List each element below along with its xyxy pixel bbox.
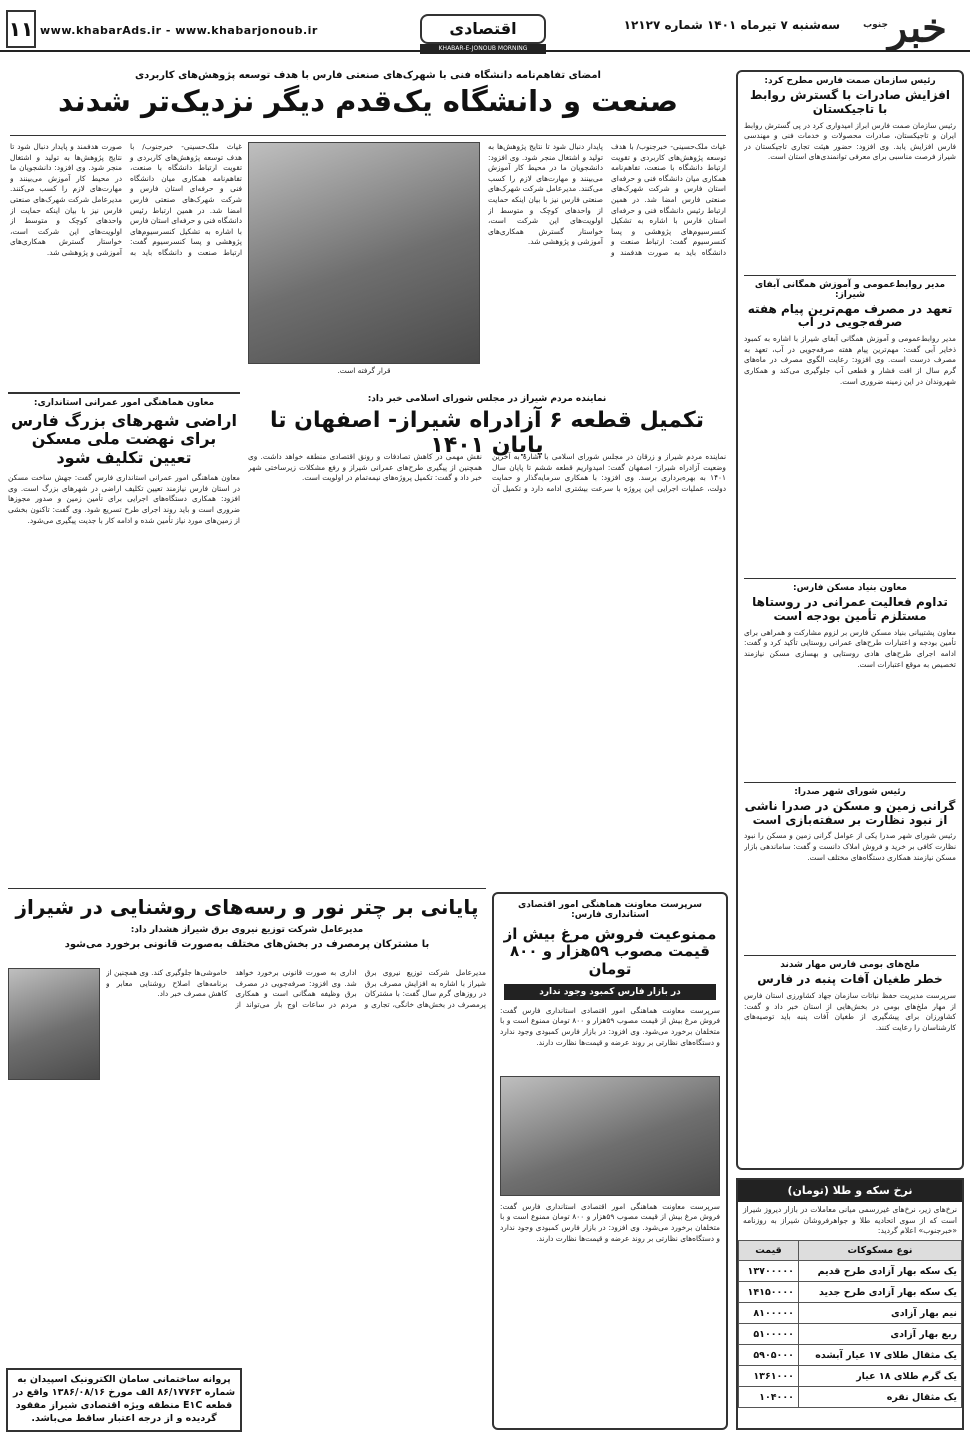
chicken-body: سرپرست معاونت هماهنگی امور اقتصادی استانداری فارس گفت: فروش مرغ بیش از قیمت مصوب ۵۹هزار و ۸۰۰ تومان ممنوع است و با متخلفان برخورد می‌شود. وی افزود: در بازار فارس کمبودی وجود ندارد و دستگاه‌های نظارتی بر روند عرضه و قیمت‌ها نظارت دارند.	[500, 1201, 720, 1243]
site-urls[interactable]: www.khabarAds.ir - www.khabarjonoub.ir	[40, 24, 318, 37]
col-item: نوع مسکوکات	[798, 1241, 961, 1261]
brief-body: سرپرست مدیریت حفظ نباتات سازمان جهاد کشاورزی استان فارس از مهار ملخ‌های بومی در بخش‌هایی از استان خبر داد و گفت: کشاورزان برای پیشگیری از طغیان آفات پنبه باید توصیه‌های کارشناسان را رعایت کنند.	[744, 991, 956, 1032]
chicken-subhead: در بازار فارس کمبود وجود ندارد	[504, 984, 716, 1000]
housing-story	[8, 392, 240, 882]
official-portrait	[8, 968, 100, 1080]
price-table	[738, 1240, 962, 1408]
electricity-story	[8, 896, 486, 950]
table-row	[739, 1303, 962, 1324]
table-row	[739, 1366, 962, 1387]
freeway-body: نماینده مردم شیراز و زرقان در مجلس شورای اسلامی با اشاره به آخرین وضعیت آزادراه شیراز- اصفهان گفت: امیدواریم قطعه ششم تا پایان سال ۱۴۰۱ به بهره‌برداری برسد. وی افزود: با همکاری سرمایه‌گذار و حمایت دولت، عملیات اجرایی این پروژه با سرعت بیشتری ادامه دارد و تکمیل آن نقش مهمی در کاهش تصادفات و رونق اقتصادی منطقه خواهد داشت. وی همچنین از پیگیری طرح‌های عمرانی شیراز و رفع مشکلات زیرساختی شهر خبر داد و گفت: تکمیل پروژه‌های نیمه‌تمام در اولویت است.	[248, 452, 726, 493]
item-price: ۸۱۰۰۰۰۰	[739, 1303, 799, 1324]
page-number: ۱۱	[6, 10, 36, 48]
item-name: یک سکه بهار آزادی طرح جدید	[798, 1282, 961, 1303]
item-name: یک مثقال نقره	[798, 1387, 961, 1408]
chicken-story	[492, 892, 728, 1430]
freeway-kicker: نماینده مردم شیراز در مجلس شورای اسلامی خبر داد:	[367, 394, 607, 404]
main-headline: صنعت و دانشگاه یک‌قدم دیگر نزدیک‌تر شدند	[57, 84, 679, 118]
brief-body: معاون پشتیبانی بنیاد مسکن فارس بر لزوم مشارکت و همراهی برای تأمین بودجه و اعتبارات طرح‌های عمرانی روستایی تأکید کرد و گفت: ادامه اجرای طرح‌های هادی روستایی و بهسازی مسکن نیازمند تخصیص به موقع اعتبارات است.	[744, 627, 956, 669]
electricity-headline: پایانی بر چتر نور و رسه‌های روشنایی در شیراز	[15, 895, 479, 919]
housing-kicker: معاون هماهنگی امور عمرانی استانداری:	[33, 398, 215, 408]
brief-headline: گرانی زمین و مسکن در صدرا ناشی از نبود نظارت بر سفته‌بازی است	[744, 798, 956, 827]
table-row	[739, 1324, 962, 1345]
table-row	[739, 1261, 962, 1282]
lost-permit-ad: پروانه ساختمانی سامان الکترونیک اسپیدان به شماره ۸۶/۱۷۷۶۳ الف مورخ ۱۳۸۶/۰۸/۱۶ واقع در قطعه E۱C منطقه ویژه اقتصادی شیراز مفقود گردیده و از درجه اعتبار ساقط می‌باشد.	[6, 1368, 242, 1432]
chicken-body-top: سرپرست معاونت هماهنگی امور اقتصادی استانداری فارس گفت: فروش مرغ بیش از قیمت مصوب ۵۹هزار و ۸۰۰ تومان ممنوع است و با متخلفان برخورد می‌شود. وی افزود: در بازار فارس کمبودی وجود ندارد و دستگاه‌های نظارتی بر روند عرضه و قیمت‌ها نظارت دارند.	[500, 1005, 720, 1047]
brief-kicker: معاون بنیاد مسکن فارس:	[793, 583, 907, 594]
housing-body: معاون هماهنگی امور عمرانی استانداری فارس گفت: جهش ساخت مسکن در استان فارس نیازمند تعیین تکلیف اراضی در شهرهای بزرگ است. وی افزود: همکاری دستگاه‌های اجرایی برای تأمین زمین و صدور مجوزها ضروری است و باید روند اجرای طرح تسریع شود. وی گفت: تاکنون بخشی از زمین‌های مورد نیاز تأمین شده و ادامه کار با جدیت پیگیری می‌شود.	[8, 473, 240, 525]
news-brief-2	[738, 276, 962, 579]
divider	[10, 135, 726, 136]
news-brief-1	[738, 72, 962, 275]
gold-price-box	[736, 1178, 964, 1430]
table-row	[739, 1345, 962, 1366]
item-price: ۵۹۰۵۰۰۰	[739, 1345, 799, 1366]
right-news-column	[736, 70, 964, 1170]
brief-headline: تداوم فعالیت عمرانی در روستاها مستلزم تأمین بودجه است	[752, 595, 948, 623]
item-name: یک مثقال طلای ۱۷ عیار آبشده	[798, 1345, 961, 1366]
main-kicker: امضای تفاهم‌نامه دانشگاه فنی با شهرک‌های صنعتی فارس با هدف توسعه پژوهش‌های کاربردی	[135, 70, 601, 81]
issue-date: سه‌شنبه ۷ تیرماه ۱۴۰۱ شماره ۱۲۱۲۷	[623, 18, 840, 32]
housing-headline: اراضی شهرهای بزرگ فارس برای نهضت ملی مسکن تعیین تکلیف شود	[11, 411, 237, 467]
brief-kicker: مدیر روابط‌عمومی و آموزش همگانی آبفای شیراز:	[754, 279, 946, 300]
main-body-right: غیاث ملک‌حسینی- خبرجنوب/ با هدف توسعه پژوهش‌های کاربردی و تقویت ارتباط دانشگاه با صنعت، تفاهم‌نامه همکاری میان دانشگاه فنی و حرفه‌ای استان فارس و شرکت شهرک‌های صنعتی فارس امضا شد. در همین ارتباط رئیس دانشگاه فنی و حرفه‌ای استان فارس با اشاره به تشکیل کنسرسیوم‌های پژوهشی و پسا کنسرسیوم گفت: ارتباط صنعت و دانشگاه باید به صورت هدفمند و پایدار دنبال شود تا نتایج پژوهش‌ها به تولید و اشتغال منجر شود. وی افزود: دانشجویان ما در محیط کار آموزش می‌بینند و مهارت‌های لازم را کسب می‌کنند. مدیرعامل شرکت شهرک‌های صنعتی فارس نیز با بیان اینکه حمایت از واحدهای کوچک و متوسط از اولویت‌های این شرکت است، خواستار گسترش همکاری‌های آموزشی و پژوهشی شد.	[488, 142, 726, 257]
table-row	[739, 1282, 962, 1303]
price-title: نرخ سکه و طلا (تومان)	[738, 1180, 962, 1202]
logo-subtitle: جنوب	[863, 20, 888, 30]
item-name: نیم بهار آزادی	[798, 1303, 961, 1324]
news-brief-5	[738, 956, 962, 1125]
main-story	[10, 70, 726, 118]
meeting-photo	[248, 142, 480, 364]
divider	[8, 888, 486, 889]
official-photo	[500, 1076, 720, 1196]
brief-headline: افزایش صادرات با گسترش روابط با تاجیکستان	[749, 88, 951, 116]
main-body-left: غیاث ملک‌حسینی- خبرجنوب/ با هدف توسعه پژوهش‌های کاربردی و تقویت ارتباط دانشگاه با صنعت، تفاهم‌نامه همکاری میان دانشگاه فنی و حرفه‌ای استان فارس و شرکت شهرک‌های صنعتی فارس امضا شد. در همین ارتباط رئیس دانشگاه فنی و حرفه‌ای استان فارس با اشاره به تشکیل کنسرسیوم‌های پژوهشی و پسا کنسرسیوم گفت: ارتباط صنعت و دانشگاه باید به صورت هدفمند و پایدار دنبال شود تا نتایج پژوهش‌ها به تولید و اشتغال منجر شود. وی افزود: دانشجویان ما در محیط کار آموزش می‌بینند و مهارت‌های لازم را کسب می‌کنند. مدیرعامل شرکت شهرک‌های صنعتی فارس نیز با بیان اینکه حمایت از واحدهای کوچک و متوسط از اولویت‌های این شرکت است، خواستار گسترش همکاری‌های آموزشی و پژوهشی شد.	[10, 142, 242, 257]
item-price: ۱۴۱۵۰۰۰۰	[739, 1282, 799, 1303]
brief-kicker: رئیس شورای شهر صدرا:	[794, 786, 906, 797]
chicken-kicker: سرپرست معاونت هماهنگی امور اقتصادی استانداری فارس:	[517, 900, 703, 920]
electricity-body: مدیرعامل شرکت توزیع نیروی برق شیراز با اشاره به افزایش مصرف برق در روزهای گرم سال گفت: با مشترکان پرمصرف در بخش‌های خانگی، تجاری و اداری به صورت قانونی برخورد خواهد شد. وی افزود: صرفه‌جویی در مصرف برق وظیفه همگانی است و همکاری مردم در ساعات اوج بار می‌تواند از خاموشی‌ها جلوگیری کند. وی همچنین از برنامه‌های اصلاح روشنایی معابر و کاهش مصرف خبر داد.	[106, 968, 486, 1009]
brief-body: رئیس سازمان صمت فارس ابراز امیدواری کرد در پی گسترش روابط ایران و تاجیکستان، صادرات محصولات و خدمات فنی و مهندسی فارس افزایش یابد. وی افزود: حضور هیئت تجاری تاجیکستان در شیراز فرصت مناسبی برای معرفی توانمندی‌های استان است.	[744, 120, 956, 162]
item-name: یک گرم طلای ۱۸ عیار	[798, 1366, 961, 1387]
price-intro: نرخ‌های زیر، نرخ‌های غیررسمی میانی معاملات در بازار دیروز شیراز است که از سوی اتحادیه طلا و جواهرفروشان شیراز به روزنامه «خبرجنوب» اعلام گردید:	[743, 1205, 957, 1236]
item-price: ۵۱۰۰۰۰۰	[739, 1324, 799, 1345]
chicken-headline: ممنوعیت فروش مرغ بیش از قیمت مصوب ۵۹هزار و ۸۰۰ تومان	[503, 925, 717, 978]
news-brief-4	[738, 783, 962, 956]
item-price: ۱۰۴۰۰۰	[739, 1387, 799, 1408]
photo-caption: قرار گرفته است.	[337, 366, 391, 375]
brief-body: مدیر روابط‌عمومی و آموزش همگانی آبفای شیراز با اشاره به کمبود ذخایر آبی گفت: مهم‌ترین پیام هفته صرفه‌جویی در آب، تعهد به مصرف درست است. وی افزود: رعایت الگوی مصرف در ماه‌های گرم سال از افت فشار و قطعی آب جلوگیری می‌کند و همکاری شهروندان در این زمینه ضروری است.	[744, 334, 956, 386]
freeway-story	[248, 394, 726, 459]
item-price: ۱۳۶۱۰۰۰	[739, 1366, 799, 1387]
col-price: قیمت	[739, 1241, 799, 1261]
brief-kicker: ملخ‌های بومی فارس مهار شدند	[780, 960, 920, 971]
item-name: یک سکه بهار آزادی طرح قدیم	[798, 1261, 961, 1282]
english-band: KHABAR-E-JONOUB MORNING NEWSPAPER	[420, 44, 546, 54]
electricity-subhead: با مشترکان پرمصرف در بخش‌های مختلف به‌صورت قانونی برخورد می‌شود	[64, 939, 430, 950]
section-title: اقتصادی	[420, 14, 546, 44]
brief-body: رئیس شورای شهر صدرا یکی از عوامل گرانی زمین و مسکن را نبود نظارت کافی بر خرید و فروش املاک دانست و گفت: ساماندهی بازار مسکن نیازمند همکاری دستگاه‌های مختلف است.	[744, 831, 956, 862]
newspaper-logo: خبر$^{جنوب}$	[863, 4, 947, 52]
brief-headline: خطر طغیان آفات پنبه در فارس	[757, 972, 943, 987]
brief-kicker: رئیس سازمان صمت فارس مطرح کرد:	[764, 76, 936, 86]
electricity-kicker: مدیرعامل شرکت توزیع نیروی برق شیراز هشدار داد:	[130, 925, 364, 935]
news-brief-3	[738, 579, 962, 782]
item-price: ۱۳۷۰۰۰۰۰	[739, 1261, 799, 1282]
freeway-headline: تکمیل قطعه ۶ آزادراه شیراز- اصفهان تا پایان ۱۴۰۱	[269, 408, 704, 459]
brief-headline: تعهد در مصرف مهم‌ترین پیام هفته صرفه‌جویی در آب	[747, 301, 953, 330]
item-name: ربع بهار آزادی	[798, 1324, 961, 1345]
table-row	[739, 1387, 962, 1408]
